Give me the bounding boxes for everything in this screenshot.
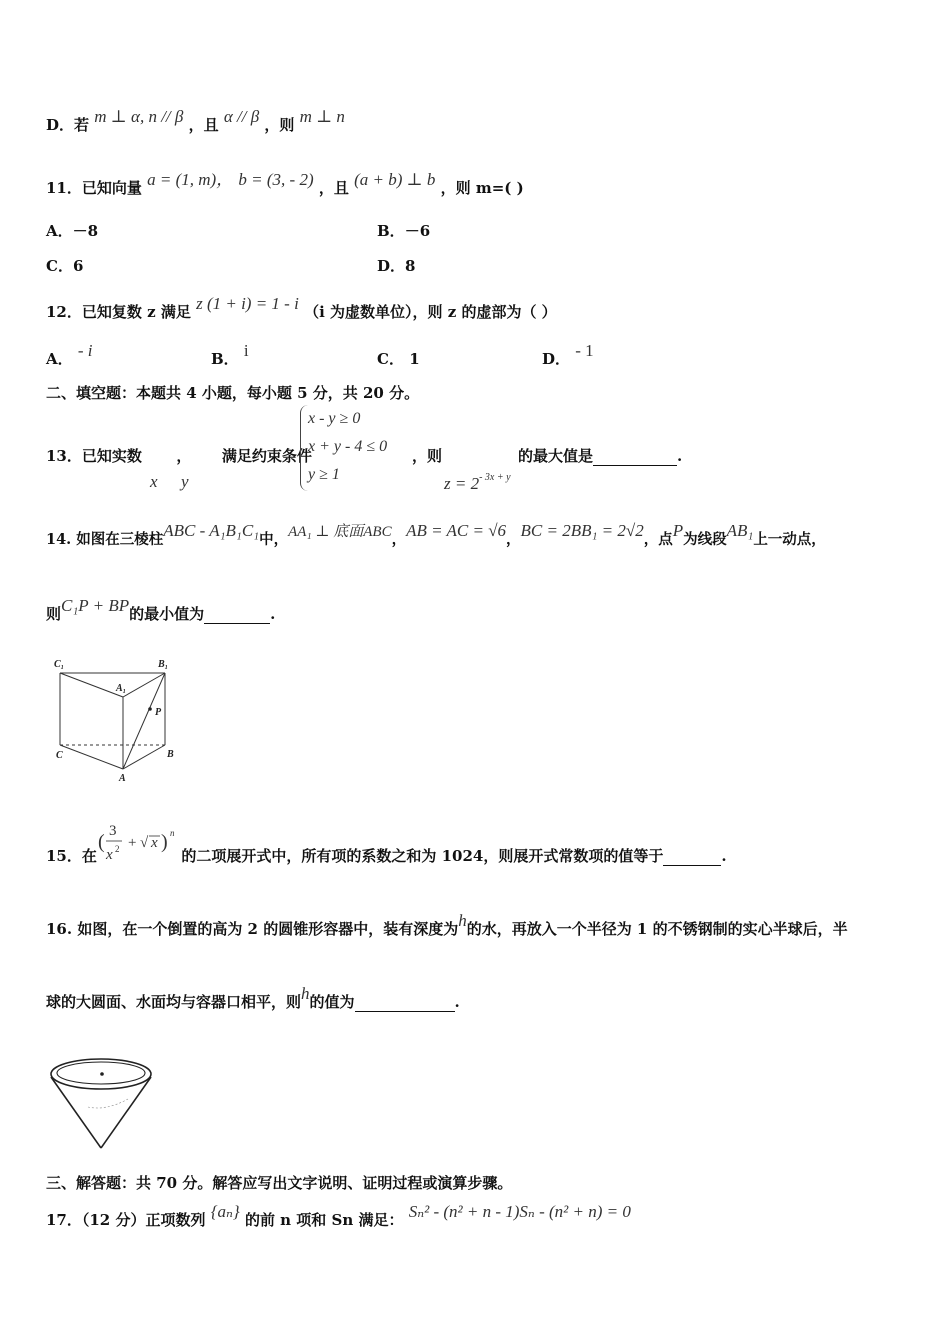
option-label: D．若: [46, 116, 90, 134]
svg-text:2: 2: [115, 844, 120, 854]
svg-text:3: 3: [109, 823, 117, 839]
q11-option-a: A．－8: [46, 222, 99, 240]
question-11: [46, 170, 524, 198]
label-b: B: [167, 749, 174, 760]
question-16: 16. 如图，在一个倒置的高为 2 的圆锥形容器中，装有深度为h的水，再放入一个半径为 1 的不锈钢制的实心半球后，半: [46, 911, 848, 938]
question-stem: 14. 如图在三棱柱: [46, 531, 164, 548]
var-x: x: [150, 472, 158, 491]
formula: AA₁ ⊥ 底面ABC: [288, 524, 392, 540]
var-y: y: [181, 472, 189, 491]
formula: (a + b) ⊥ b: [354, 170, 436, 189]
formula: Sₙ² - (n² + n - 1)Sₙ - (n² + n) = 0: [408, 1202, 631, 1221]
hemisphere-arc: [88, 1099, 128, 1108]
q11-option-b: B．－6: [377, 222, 431, 240]
q10-option-d: [46, 107, 345, 135]
edge-c-a: [60, 745, 123, 769]
text: ，则 m=( ): [440, 179, 524, 197]
text: （i 为虚数单位），则 z 的虚部为（ ）: [304, 303, 557, 321]
text: ，且: [318, 179, 349, 197]
q11-option-c: C．6: [46, 257, 84, 275]
formula: C₁P + BP: [61, 596, 130, 615]
svg-text:(: (: [98, 831, 105, 853]
q12-option-a: A． - i: [46, 341, 93, 368]
constraint-system: [300, 405, 387, 491]
formula: m ⊥ n: [299, 107, 345, 126]
q12-option-d: D． - 1: [542, 341, 594, 368]
edge-c1-a1: [60, 673, 123, 697]
constraint-1: x - y ≥ 0: [308, 410, 361, 427]
q13-tail: 的最大值是 .: [518, 447, 683, 465]
cone-figure: [46, 1055, 158, 1153]
svg-text:+: +: [128, 835, 137, 851]
question-stem: 12．已知复数 z 满足: [46, 303, 191, 321]
constraint-2: x + y - 4 ≤ 0: [308, 438, 388, 455]
svg-text:x: x: [151, 835, 158, 851]
segment-a-b1: [123, 673, 165, 769]
question-14: 14. 如图在三棱柱ABC - A₁B₁C₁中，AA₁ ⊥ 底面ABC，AB = AC = √6，BC = 2BB₁ = 2√2，点P为线段AB₁上一动点，: [46, 521, 826, 548]
question-17: 17．（12 分）正项数列 {aₙ} 的前 n 项和 Sn 满足： Sₙ² - (n² + n - 1)Sₙ - (n² + n) = 0: [46, 1202, 631, 1229]
binomial-formula: [96, 818, 182, 868]
question-14-line-2: 则C₁P + BP的最小值为 .: [46, 596, 276, 623]
binomial-formula-text: (3/x² + √x)ⁿ: [102, 853, 107, 854]
label-c1: C₁: [54, 659, 65, 670]
formula: AB₁: [726, 521, 754, 540]
section-3-heading: 三、解答题：共 70 分。解答应写出文字说明、证明过程或演算步骤。: [46, 1174, 513, 1192]
label-p: P: [155, 707, 162, 718]
text: ，则: [264, 116, 295, 134]
question-stem: 15．在: [46, 847, 97, 865]
question-13: 13．已知实数 ， 满足约束条件: [46, 447, 312, 465]
edge-a1-b1: [123, 673, 165, 697]
q13-then: ，则: [412, 447, 443, 465]
prism-figure: [50, 655, 190, 785]
svg-text:x: x: [106, 847, 113, 863]
formula: z (1 + i) = 1 - i: [196, 294, 299, 313]
question-stem: 13．已知实数: [46, 447, 142, 465]
var-h: h: [301, 984, 310, 1003]
svg-text:): ): [161, 831, 168, 853]
var-h: h: [458, 911, 467, 930]
question-15: 15．在 (3/x² + √x)ⁿ 的二项展开式中，所有项的系数之和为 1024，则展开式常数项的值等于 .: [46, 847, 727, 865]
formula: BC = 2BB₁ = 2√2: [520, 521, 644, 540]
q12-option-c: C． 1: [377, 350, 420, 368]
label-a1: A₁: [116, 683, 127, 694]
edge-a-b: [123, 745, 165, 769]
section-2-heading: 二、填空题：本题共 4 小题，每小题 5 分，共 20 分。: [46, 384, 420, 402]
formula: {aₙ}: [210, 1202, 240, 1221]
question-16-line-2: 球的大圆面、水面均与容器口相平，则h的值为 .: [46, 984, 460, 1011]
point-p: [148, 707, 152, 711]
svg-text:n: n: [170, 828, 175, 838]
text: ，且: [188, 116, 219, 134]
label-b1: B₁: [158, 659, 169, 670]
question-stem: 17．（12 分）正项数列: [46, 1211, 206, 1229]
formula: m ⊥ α, n // β: [94, 107, 184, 126]
label-c: C: [56, 750, 63, 761]
q12-option-b: B． i: [211, 341, 249, 368]
formula: a = (1, m)，: [147, 170, 234, 189]
formula: α // β: [223, 107, 260, 126]
objective-z: $z = 2^{- 3x + y}$: [444, 472, 511, 493]
formula: AB = AC = √6: [406, 521, 507, 540]
question-stem: 16. 如图，在一个倒置的高为 2 的圆锥形容器中，装有深度为: [46, 920, 459, 938]
question-stem: 11．已知向量: [46, 179, 142, 197]
question-12: [46, 294, 557, 322]
q11-option-d: D．8: [377, 257, 416, 275]
center-point: [100, 1072, 104, 1076]
label-a: A: [119, 773, 126, 784]
formula: b = (3, - 2): [238, 170, 314, 189]
svg-text:√: √: [140, 835, 149, 851]
constraint-3: y ≥ 1: [308, 466, 340, 483]
formula: P: [672, 521, 684, 540]
formula: ABC - A₁B₁C₁: [163, 521, 260, 540]
